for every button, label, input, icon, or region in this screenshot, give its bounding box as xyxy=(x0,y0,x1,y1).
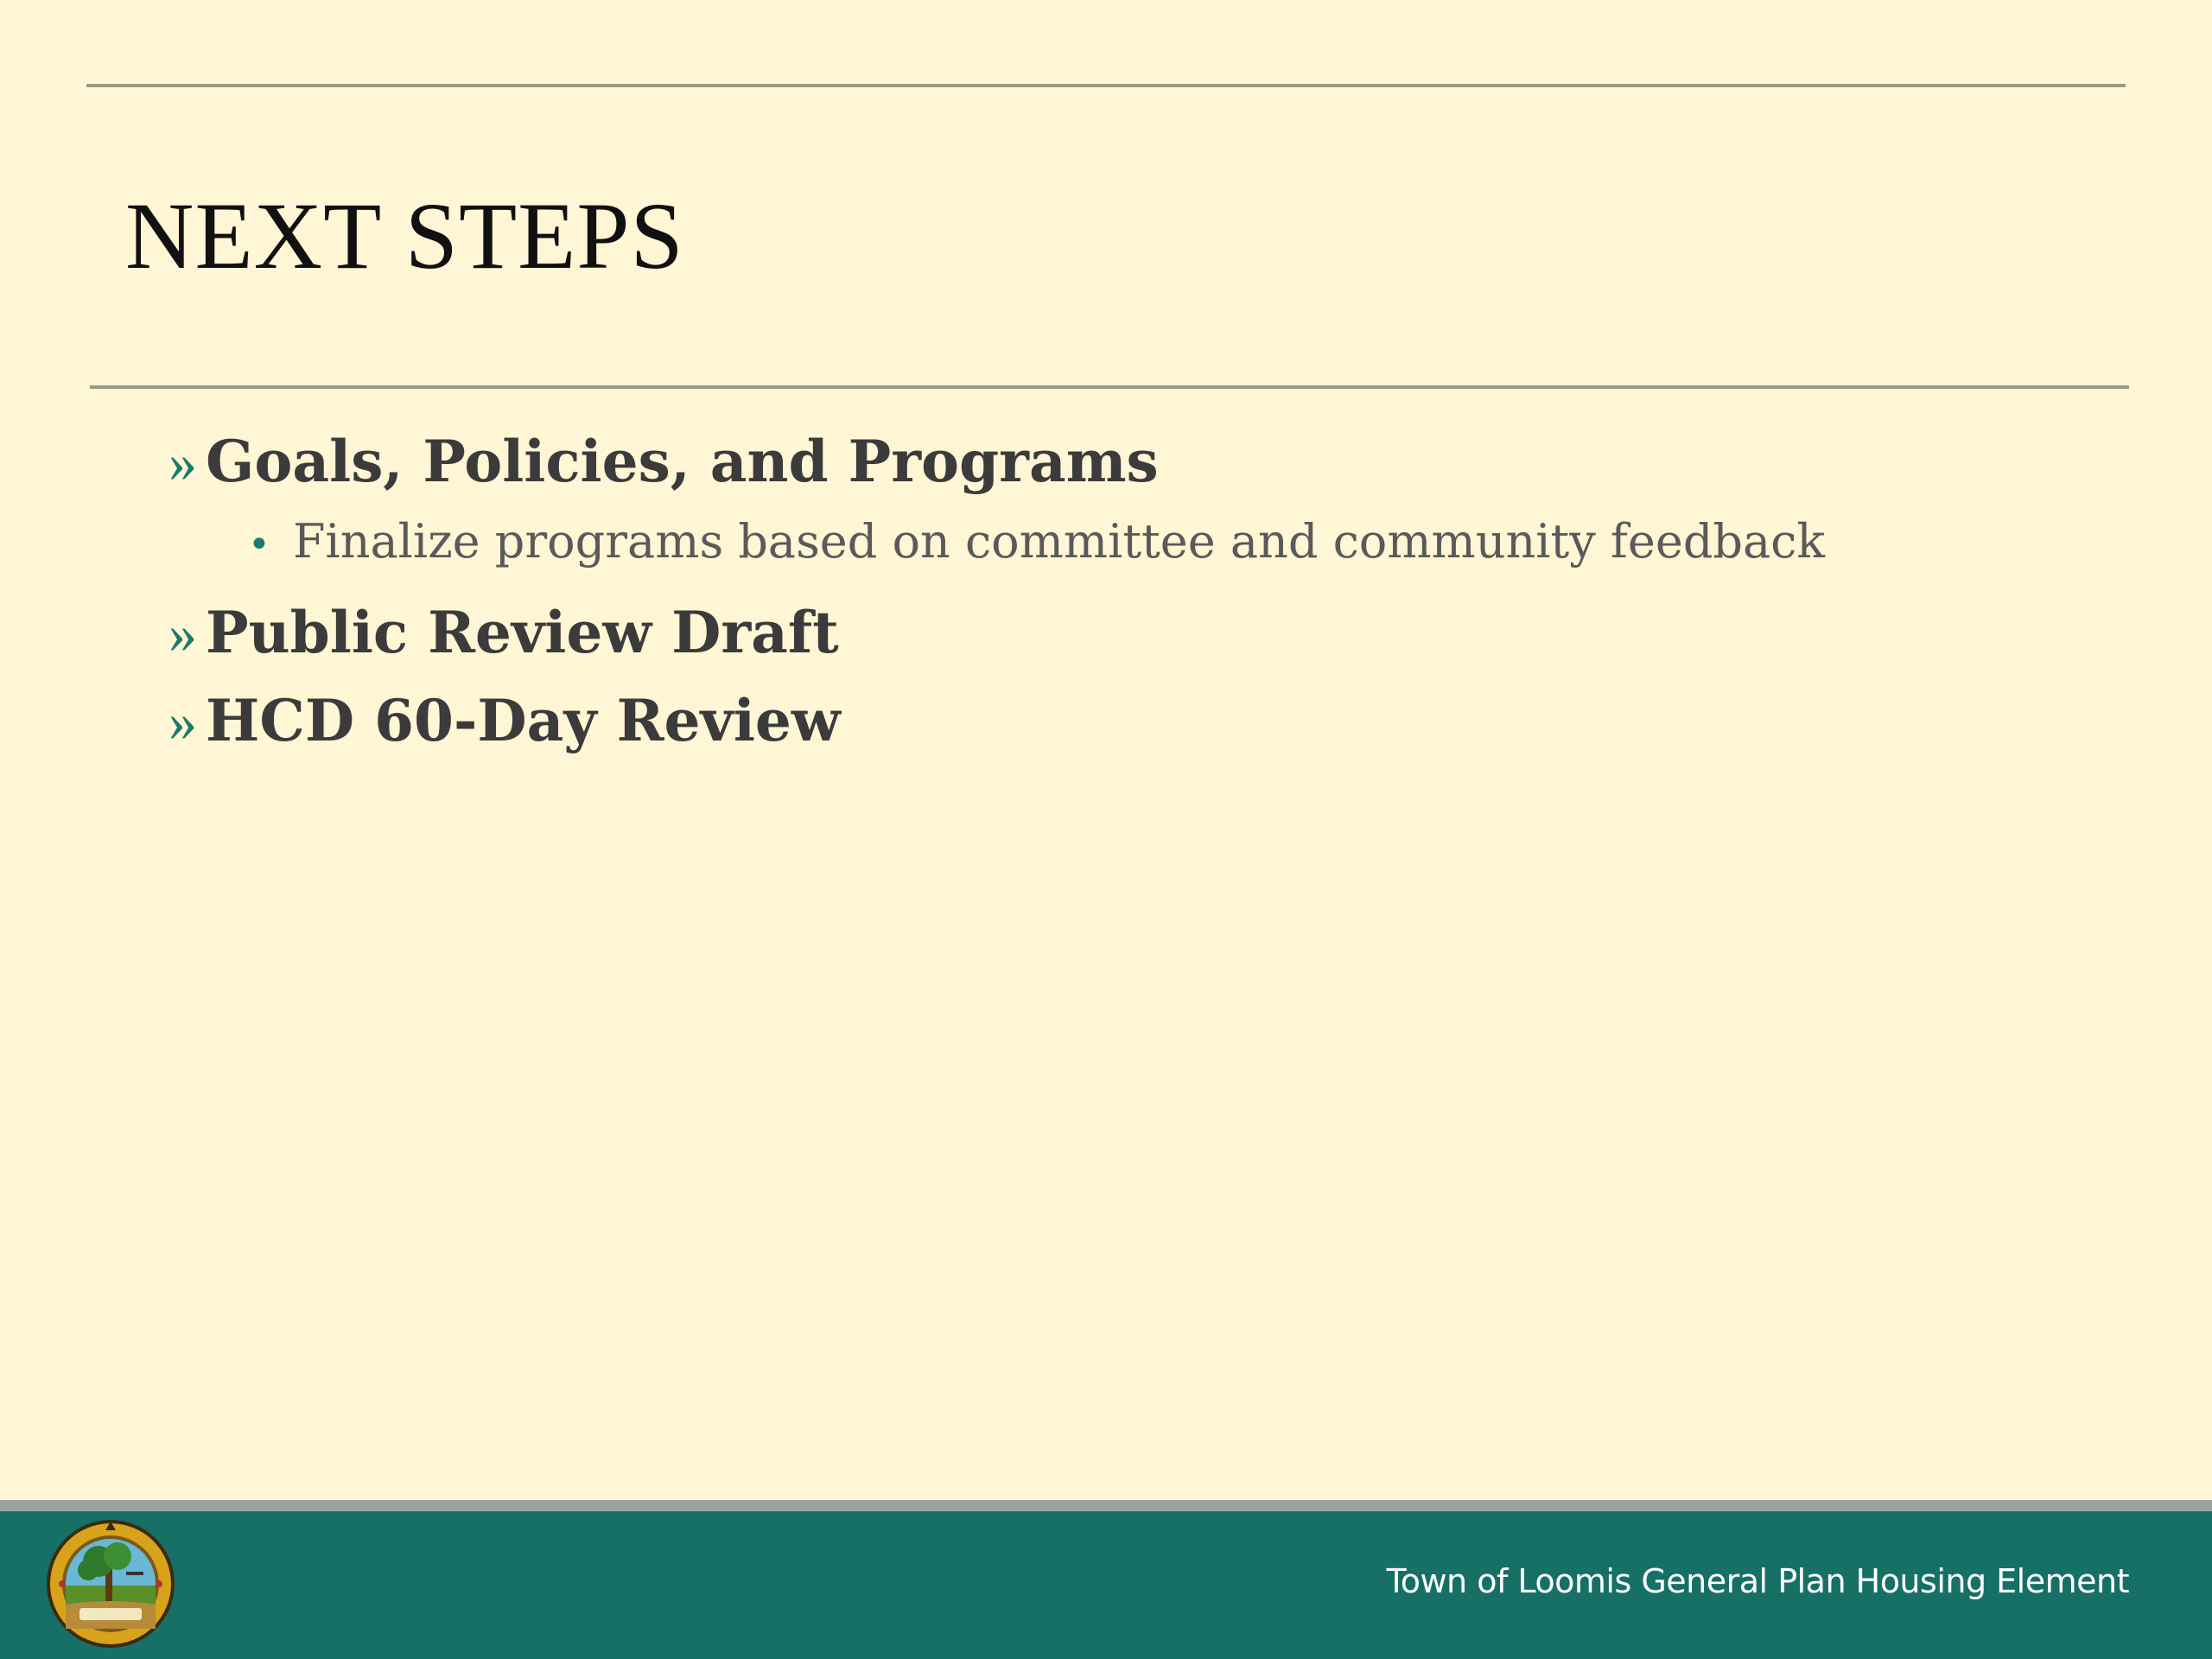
list-item xyxy=(168,687,2069,755)
footer-caption: Town of Loomis General Plan Housing Element xyxy=(1386,1562,2129,1600)
top-divider xyxy=(86,84,2126,87)
list-item xyxy=(168,599,2069,685)
town-seal-logo-icon xyxy=(45,1518,176,1649)
list-item xyxy=(168,428,2069,514)
chevron-right-icon: » xyxy=(168,602,197,665)
bullet-dot-icon: • xyxy=(248,523,270,567)
bullet-list xyxy=(168,428,2069,755)
footer-divider xyxy=(0,1500,2212,1511)
slide-title: NEXT STEPS xyxy=(125,183,684,289)
title-divider xyxy=(90,385,2129,389)
sub-list-item xyxy=(248,514,2069,583)
chevron-right-icon: » xyxy=(168,690,197,753)
list-item-label: Goals, Policies, and Programs xyxy=(206,428,1159,495)
list-item-label: Public Review Draft xyxy=(206,599,839,666)
chevron-right-icon: » xyxy=(168,431,197,494)
list-item-label: HCD 60-Day Review xyxy=(206,687,841,754)
sub-list-item-label: Finalize programs based on committee and community feedback xyxy=(292,514,1826,569)
